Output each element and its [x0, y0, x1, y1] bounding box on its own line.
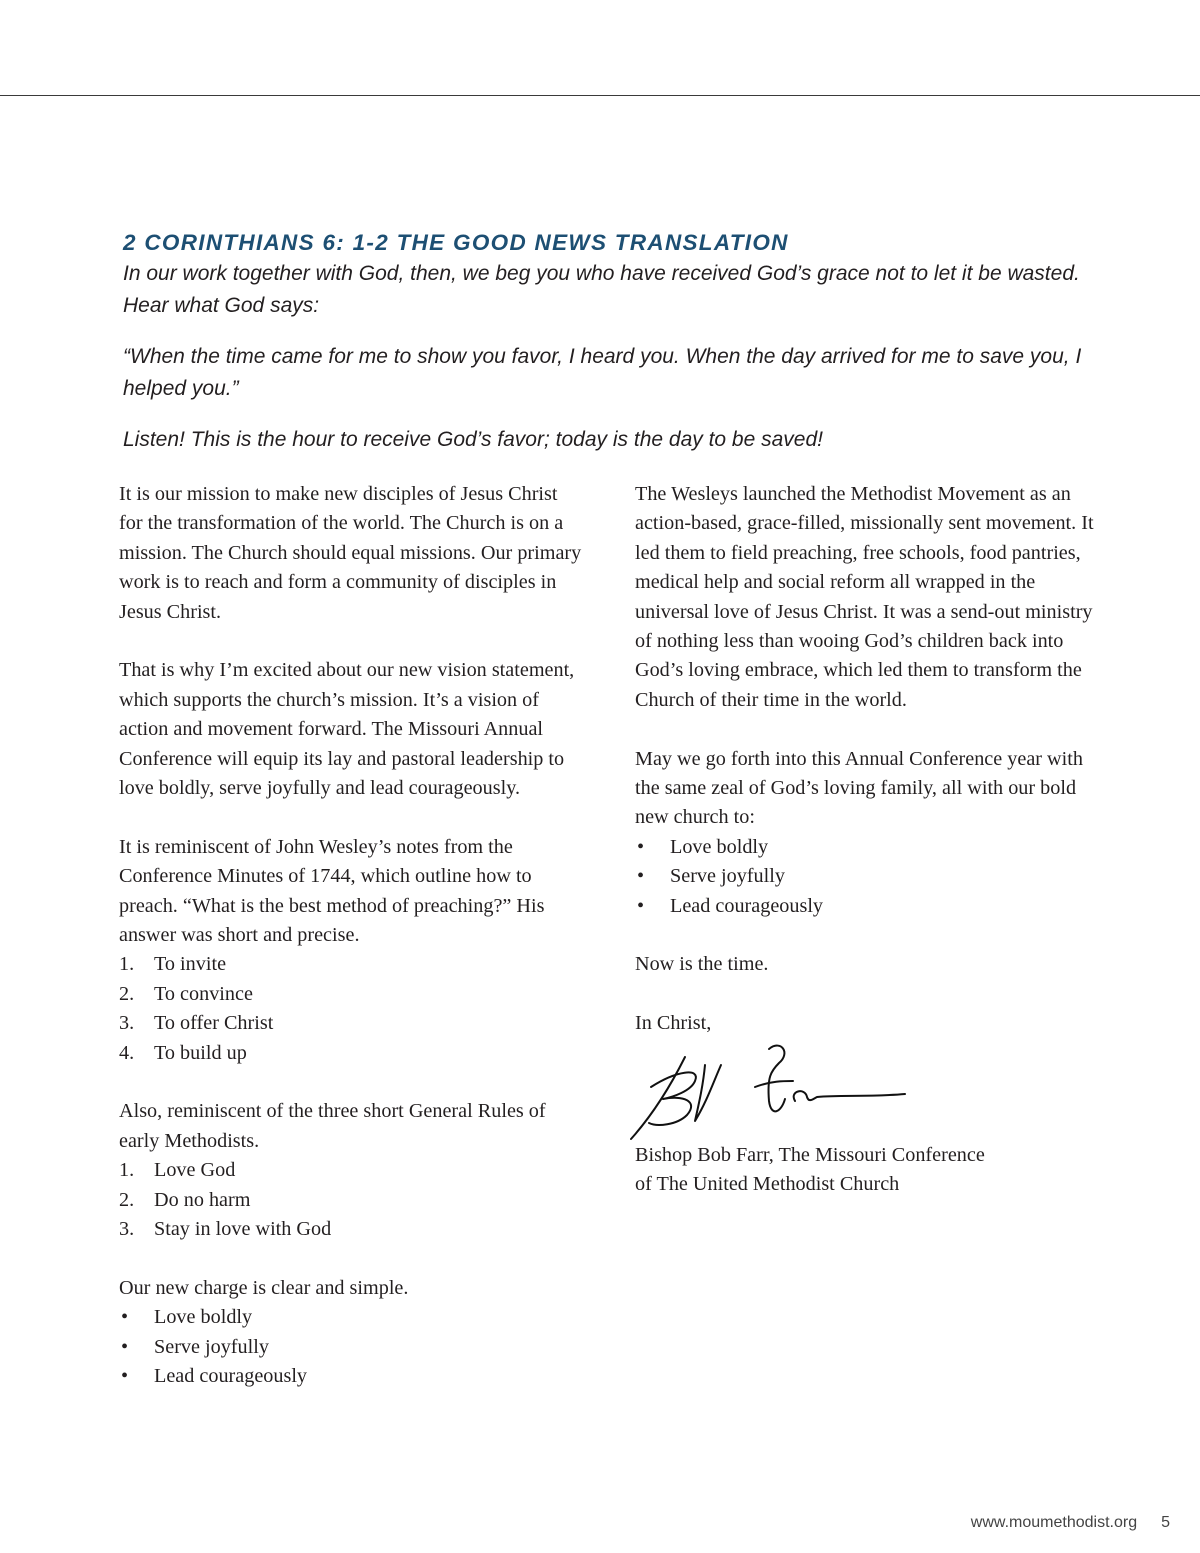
list-item	[119, 1333, 584, 1362]
body-paragraph: Our new charge is clear and simple.	[119, 1276, 409, 1299]
preaching-method-list	[119, 950, 584, 1068]
body-paragraph: It is our mission to make new disciples of Jesus Christ for the transformation of the world. The Church is on a mission. The Church should equal missions. Our primary work is to reach and form a community of disciples in Jesus Christ.	[119, 483, 582, 623]
body-paragraph: That is why I’m excited about our new vision statement, which supports the church’s mission. It’s a vision of action and movement forward. The Missouri Annual Conference will equip its lay and pastoral leadership to love boldly, serve joyfully and lead courageously.	[119, 659, 575, 800]
bullet: •	[121, 1335, 129, 1358]
list-item-text: Lead courageously	[154, 1365, 308, 1388]
scripture-paragraph: Listen! This is the hour to receive God’s favor; today is the day to be saved!	[123, 428, 823, 451]
list-item	[119, 950, 584, 979]
list-item-text: To build up	[154, 1041, 247, 1064]
body-paragraph: The Wesleys launched the Methodist Movement as an action-based, grace-filled, missionally sent movement. It led them to field preaching, free schools, food pantries, medical help and social reform all wrapped in the universal love of Jesus Christ. It was a send-out ministry of nothing less than wooing God’s children back into God’s loving embrace, which led them to transform the Church of their time in the world.	[635, 483, 1094, 711]
list-number: 3.	[119, 1218, 135, 1241]
bullet: •	[121, 1306, 129, 1329]
list-item	[119, 1156, 584, 1185]
list-item	[635, 862, 1095, 891]
body-paragraph: Now is the time.	[635, 953, 769, 976]
list-item-text: Do no harm	[154, 1188, 251, 1211]
list-number: 1.	[119, 953, 135, 976]
bullet: •	[637, 894, 645, 917]
list-item	[119, 1215, 584, 1244]
handwritten-signature	[621, 1041, 911, 1141]
right-column	[635, 480, 1095, 1199]
list-item-text: To convince	[154, 982, 253, 1005]
page-number: 5	[1161, 1514, 1170, 1531]
list-item	[119, 1039, 584, 1068]
list-item-text: To offer Christ	[154, 1012, 274, 1035]
bullet: •	[637, 835, 645, 858]
list-item-text: Love boldly	[154, 1306, 253, 1329]
bullet: •	[637, 865, 645, 888]
list-item	[119, 1186, 584, 1215]
list-number: 4.	[119, 1041, 135, 1064]
list-item	[635, 833, 1095, 862]
list-item	[119, 1009, 584, 1038]
scripture-block	[123, 228, 1113, 475]
signer-name: Bishop Bob Farr, The Missouri Conference	[635, 1143, 985, 1166]
top-divider	[0, 95, 1200, 96]
list-number: 1.	[119, 1159, 135, 1182]
left-column	[119, 480, 584, 1392]
list-item-text: Serve joyfully	[154, 1335, 269, 1358]
list-item-text: Love boldly	[670, 835, 769, 858]
list-number: 2.	[119, 982, 135, 1005]
scripture-title: 2 CORINTHIANS 6: 1-2 THE GOOD NEWS TRANSLATION	[123, 230, 789, 255]
list-item	[119, 1303, 584, 1332]
list-item	[635, 892, 1095, 921]
list-item-text: Serve joyfully	[670, 865, 785, 888]
bullet: •	[121, 1365, 129, 1388]
body-paragraph: It is reminiscent of John Wesley’s notes from the Conference Minutes of 1744, which outline how to preach. “What is the best method of preaching?” His answer was short and precise.	[119, 835, 545, 947]
signer-title: of The United Methodist Church	[635, 1173, 900, 1196]
body-paragraph: May we go forth into this Annual Conference year with the same zeal of God’s loving family, all with our bold new church to:	[635, 747, 1083, 829]
list-number: 3.	[119, 1012, 135, 1035]
body-paragraph: Also, reminiscent of the three short General Rules of early Methodists.	[119, 1100, 546, 1152]
list-item	[119, 980, 584, 1009]
closing-salutation: In Christ,	[635, 1012, 712, 1035]
list-item-text: Lead courageously	[670, 894, 824, 917]
list-item-text: Stay in love with God	[154, 1218, 332, 1241]
charge-list	[635, 833, 1095, 921]
scripture-paragraph: “When the time came for me to show you favor, I heard you. When the day arrived for me to save you, I helped you.”	[123, 345, 1082, 400]
list-item-text: Love God	[154, 1159, 236, 1182]
page-footer	[971, 1514, 1170, 1532]
charge-list	[119, 1303, 584, 1391]
list-number: 2.	[119, 1188, 135, 1211]
general-rules-list	[119, 1156, 584, 1244]
scripture-paragraph: In our work together with God, then, we beg you who have received God’s grace not to let it be wasted. Hear what God says:	[123, 262, 1080, 317]
footer-url[interactable]: www.moumethodist.org	[970, 1514, 1138, 1531]
list-item-text: To invite	[154, 953, 227, 976]
list-item	[119, 1362, 584, 1391]
